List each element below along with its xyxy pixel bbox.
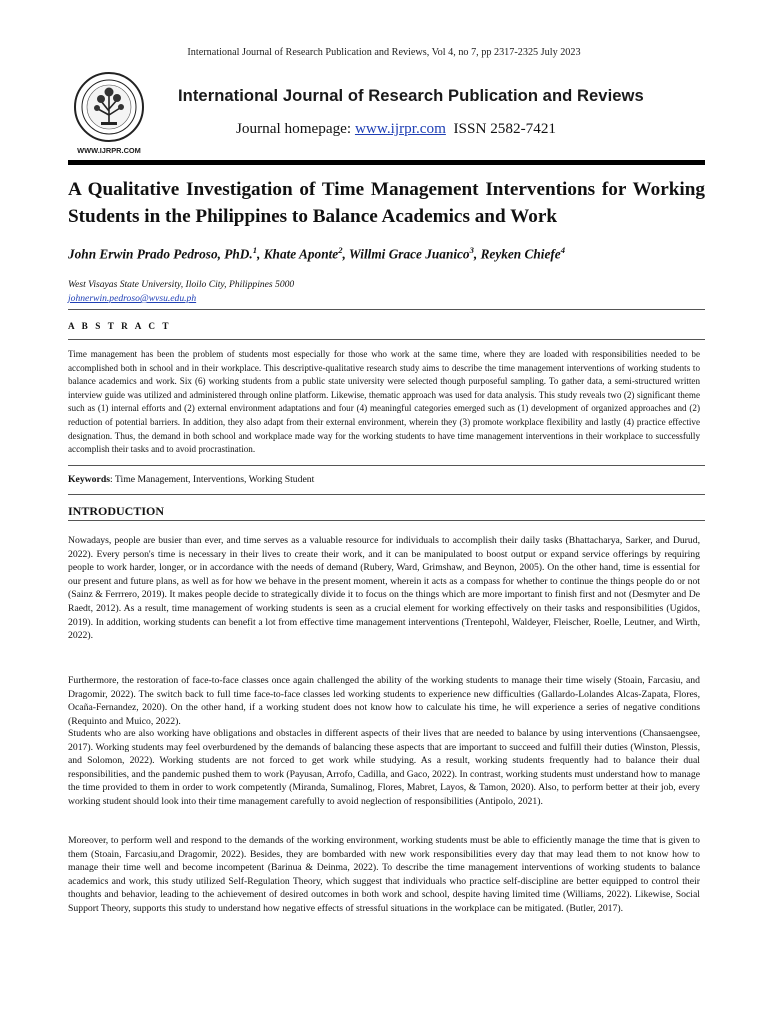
body-paragraph: Furthermore, the restoration of face-to-face classes once again challenged the ability of the working students to manage their time wisely (Stoain, Farcasiu, and Dragomir, 2022). The switch back to full time face-to-face classes led working students to experience new difficulties (Gallardo-Lolandes Alcas-Zapata, Flores, Ocaña-Fernandez, 2020). On the other hand, if a working student does not know how to calculate his time, he will experience a series of negative conditions (Requinto and Muico, 2022). <box>68 675 700 727</box>
running-header: International Journal of Research Publication and Reviews, Vol 4, no 7, pp 2317-2325 July 2023 <box>187 47 581 58</box>
keywords-list: : Time Management, Interventions, Working Student <box>109 474 315 485</box>
author-affil-mark: 2 <box>338 245 343 255</box>
keywords <box>68 474 314 485</box>
section-heading-introduction: INTRODUCTION <box>68 504 165 518</box>
divider <box>68 309 705 310</box>
logo-url-text: WWW.IJRPR.COM <box>77 146 141 155</box>
keywords-label: Keywords <box>68 474 110 485</box>
author-name: Willmi Grace Juanico <box>348 246 470 262</box>
author-affil-mark: 4 <box>560 245 566 255</box>
author-name: Reyken Chiefe <box>480 246 561 262</box>
issn: ISSN 2582-7421 <box>453 120 557 137</box>
author-affil-mark: 1 <box>252 245 258 255</box>
author-name: John Erwin Prado Pedroso, PhD. <box>68 246 253 262</box>
header-divider <box>68 160 705 165</box>
author-list: John Erwin Prado Pedroso, PhD.$^1$, Khate Aponte$^2$, Willmi Grace Juanico$^3$, Reyken Chiefe$^4$ <box>68 245 566 262</box>
homepage-link[interactable]: www.ijrpr.com <box>354 120 446 137</box>
body-paragraph: Nowadays, people are busier than ever, and time serves as a valuable resource for individuals to accomplish their daily tasks (Bhattacharya, Sarker, and Durud, 2022). Every person's time is necessary in their lives to create their work, and it can be manipulated to boost output or expand service offerings by requiring people to work harder, longer, or in accordance with the needs of demand (Rubery, Ward, Grimshaw, and Beynon, 2005). On the other hand, time is essential for our present and future plans, as well as for how we behave in the present moment, wherein it acts as a compass for whether to continue the things people do or not (Sainz & Ferrrero, 2019). It makes people decide to strategically divide it to focus on the things which are more important to finish first and not (Desmyter and De Raedt, 2012). As a result, time management of working students is seen as a crucial element for working effectively on their tasks and responsibilities (Ugidos, 2019). In addition, working students can benefit a lot from effective time management interventions (Trentepohl, Waldeyer, Fleischer, Roelle, Leutner, and Wirth, 2022). <box>68 535 700 642</box>
paper-title: A Qualitative Investigation of Time Management Interventions for Working Students in the Philippines to Balance Academics and Work <box>68 179 705 227</box>
homepage-label: Journal homepage: <box>236 120 355 137</box>
divider <box>68 465 705 466</box>
body-paragraph: Students who are also working have obligations and obstacles in different aspects of their lives that are needed to balance by using interventions (Chansaengsee, 2017). Working students may feel overburdened by the demands of balancing these aspects that are important to succeed and fulfill their duties (Winston, Plessis, and Solomon, 2022). Working students are not forced to get work while studying. As a result, working students frequently had to balance their dual responsibilities, and the pandemic pushed them to work (Payusan, Arrofo, Cadilla, and Gaco, 2022). In contrast, working students must understand how to manage the time provided to them in order to work competently (Miranda, Sumalinog, Flores, Mabret, Layos, & Tamon, 2020). Also, to perform better at their job, every working student should look into their time management carefully to avoid neglection of responsibilities (Antipolo, 2021). <box>68 728 700 807</box>
divider <box>68 494 705 495</box>
abstract-text: Time management has been the problem of students most especially for those who work at the same time, where they are loaded with responsibilities needed to be accomplished both in school and in their workplace. This descriptive-qualitative research study aims to describe the time management interventions of working students to balance academics and work. Six (6) working students from a public state university were selected though purposeful sampling. To gather data, a semi-structured written interview guide was utilized and administered through online platform. Likewise, thematic approach was used for data analysis. This study reveals two (2) significant theme such as (1) internal efforts and (2) external environment adaptations and four (4) meaningful categories emerged such as (1) development of organized approaches and (2) reduction of potential barriers. In addition, they also adapt from their external environment, wherein they (3) promote workplace flexibility and lastly (4) practice effective designation. Thus, the demand in both school and workplace made way for the working students to have time management interventions in their workplace to successfully accomplish their tasks and to avoid procrastination. <box>68 349 700 455</box>
affiliation: West Visayas State University, Iloilo City, Philippines 5000 <box>68 279 295 290</box>
body-paragraph: Moreover, to perform well and respond to the demands of the working environment, working students must be able to efficiently manage the time that is given to them (Stoain, Farcasiu,and Dragomir, 2022). Besides, they are bombarded with new work responsibilities every day that may lead them to not know how to manage their time well and become incompetent (Barinua & Deinma, 2022). To describe the time management interventions of working students to balance academics and work, this study utilized Self-Regulation Theory, which suggest that individuals who practice self-discipline are better equipped to control their thoughts and behavior, leading to the achievement of desired outcomes in both work and school, despite having limited time (Williams, 2022). Likewise, Social Support Theory, supports this study to understand how negative effects of stressful situations in the workplace can be mitigated. (Butler, 2017). <box>68 835 700 914</box>
abstract-heading: A B S T R A C T <box>68 321 172 331</box>
author-affil-mark: 3 <box>469 245 474 255</box>
divider <box>68 520 705 521</box>
author-name: Khate Aponte <box>263 246 339 262</box>
journal-homepage <box>236 120 556 138</box>
divider <box>68 339 705 340</box>
author-email-link[interactable]: johnerwin.pedroso@wvsu.edu.ph <box>68 293 197 304</box>
journal-logo <box>68 71 150 157</box>
journal-title: International Journal of Research Publication and Reviews <box>178 86 644 105</box>
